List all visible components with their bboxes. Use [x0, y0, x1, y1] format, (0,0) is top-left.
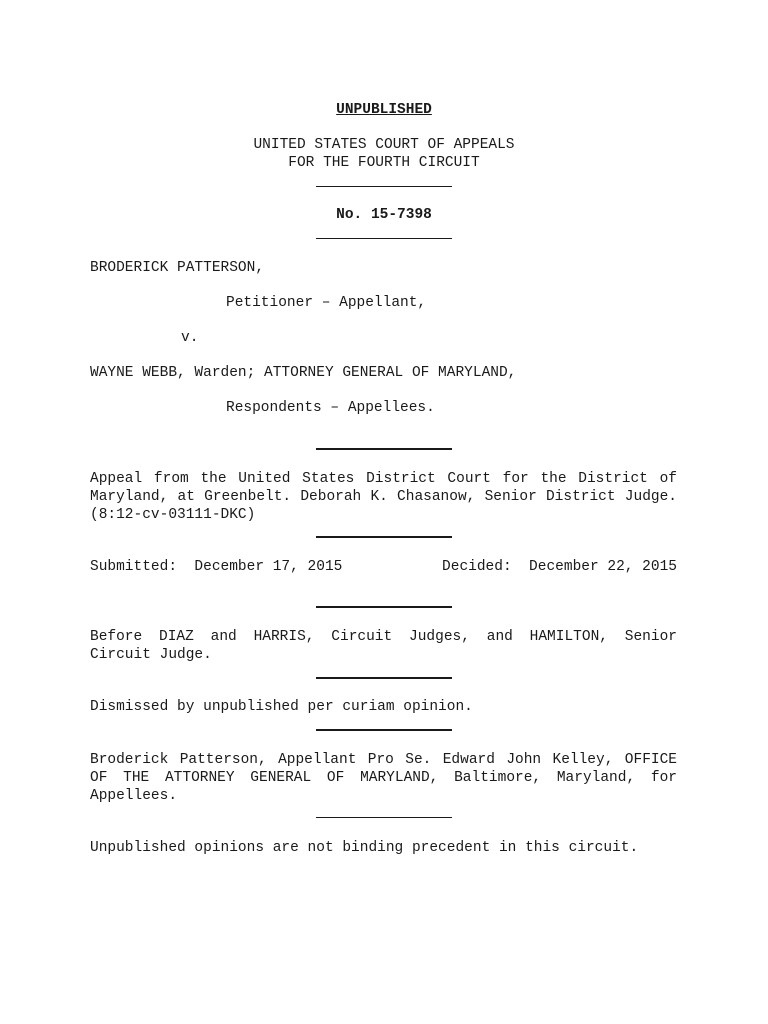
- respondents-name: WAYNE WEBB, Warden; ATTORNEY GENERAL OF MARYLAND,: [90, 365, 517, 381]
- divider-rule: [316, 448, 452, 450]
- panel-paragraph: Before DIAZ and HARRIS, Circuit Judges, and HAMILTON, Senior Circuit Judge.: [90, 629, 677, 663]
- divider-rule: [316, 238, 452, 239]
- court-name-line1: UNITED STATES COURT OF APPEALS: [253, 137, 515, 153]
- unpublished-heading: UNPUBLISHED: [336, 102, 432, 118]
- court-name-line2: FOR THE FOURTH CIRCUIT: [288, 155, 480, 171]
- divider-rule: [316, 677, 452, 679]
- appeal-paragraph: Appeal from the United States District Court for the District of Maryland, at Greenbelt. Deborah K. Chasanow, Senior District Judge. (8:12-cv-03111-DKC): [90, 471, 677, 523]
- disposition-line: Dismissed by unpublished per curiam opinion.: [90, 699, 473, 715]
- petitioner-role: Petitioner – Appellant,: [226, 295, 427, 311]
- dates-row: [90, 558, 677, 576]
- counsel-paragraph: Broderick Patterson, Appellant Pro Se. Edward John Kelley, OFFICE OF THE ATTORNEY GENERAL OF MARYLAND, Baltimore, Maryland, for Appellees.: [90, 752, 677, 804]
- respondents-role: Respondents – Appellees.: [226, 400, 435, 416]
- submitted-date: Submitted: December 17, 2015: [90, 559, 343, 575]
- decided-date: Decided: December 22, 2015: [442, 559, 677, 575]
- divider-rule: [316, 817, 452, 818]
- divider-rule: [316, 729, 452, 731]
- petitioner-name: BRODERICK PATTERSON,: [90, 260, 265, 276]
- case-number: No. 15-7398: [336, 207, 432, 223]
- divider-rule: [316, 536, 452, 538]
- versus-label: v.: [181, 330, 199, 346]
- precedent-note: Unpublished opinions are not binding precedent in this circuit.: [90, 840, 639, 856]
- divider-rule: [316, 606, 452, 608]
- divider-rule: [316, 186, 452, 187]
